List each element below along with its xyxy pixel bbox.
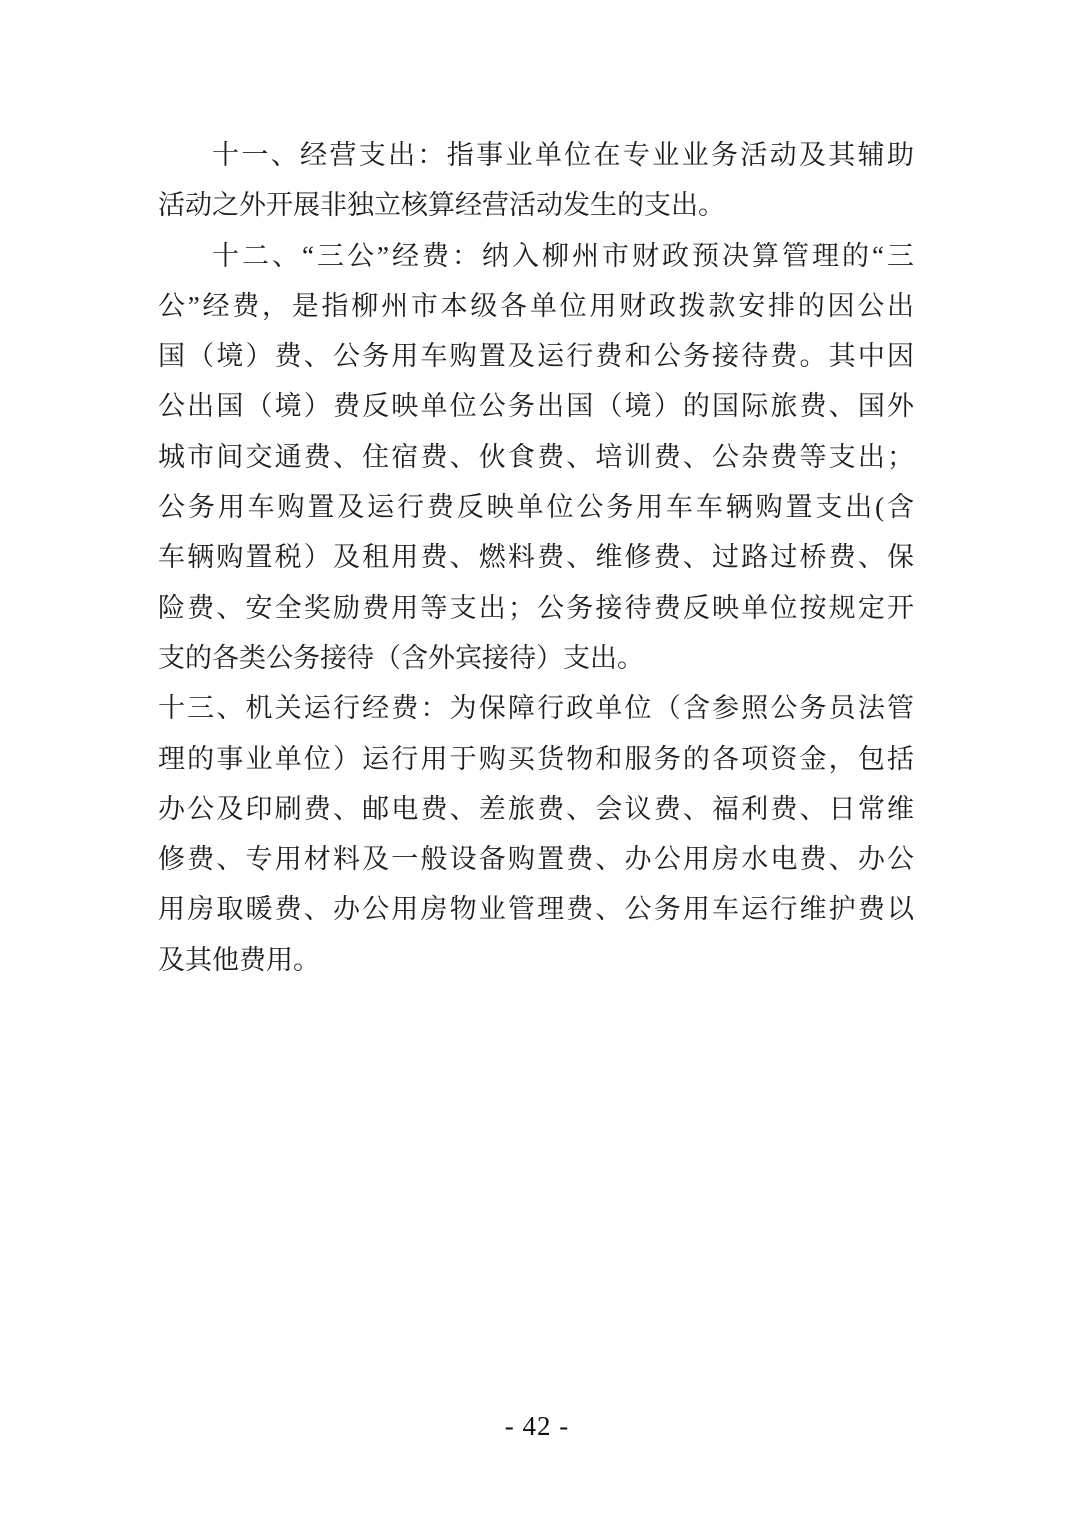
text-line: 公”经费，是指柳州市本级各单位用财政拨款安排的因公出 xyxy=(158,290,914,321)
text-line: 修费、专用材料及一般设备购置费、办公用房水电费、办公 xyxy=(158,844,914,875)
text-line: 活动之外开展非独立核算经营活动发生的支出。 xyxy=(158,190,725,221)
page-footer xyxy=(0,1406,1074,1446)
text-line: 支的各类公务接待（含外宾接待）支出。 xyxy=(158,642,644,673)
text-line: 办公及印刷费、邮电费、差旅费、会议费、福利费、日常维 xyxy=(158,793,914,824)
paragraph-13-agency-operating-funds xyxy=(158,683,914,985)
text-line: 十二、“三公”经费：纳入柳州市财政预决算管理的“三 xyxy=(212,240,914,271)
paragraph-12-three-public-funds xyxy=(158,231,914,684)
text-line: 险费、安全奖励费用等支出；公务接待费反映单位按规定开 xyxy=(158,592,914,623)
text-line: 城市间交通费、住宿费、伙食费、培训费、公杂费等支出； xyxy=(158,441,914,472)
text-line: 用房取暖费、办公用房物业管理费、公务用车运行维护费以 xyxy=(158,894,914,925)
text-line: 公务用车购置及运行费反映单位公务用车车辆购置支出(含 xyxy=(158,492,914,523)
paragraph-11-operating-expenditure xyxy=(158,130,914,231)
text-line: 车辆购置税）及租用费、燃料费、维修费、过路过桥费、保 xyxy=(158,542,914,573)
text-line: 公出国（境）费反映单位公务出国（境）的国际旅费、国外 xyxy=(158,391,914,422)
document-body xyxy=(158,130,914,985)
text-line: 十三、机关运行经费：为保障行政单位（含参照公务员法管 xyxy=(158,693,914,724)
page-number: - 42 - xyxy=(504,1411,570,1441)
text-line: 及其他费用。 xyxy=(158,944,320,975)
text-line: 理的事业单位）运行用于购买货物和服务的各项资金，包括 xyxy=(158,743,914,774)
text-line: 国（境）费、公务用车购置及运行费和公务接待费。其中因 xyxy=(158,341,914,372)
text-line: 十一、经营支出：指事业单位在专业业务活动及其辅助 xyxy=(212,140,914,170)
